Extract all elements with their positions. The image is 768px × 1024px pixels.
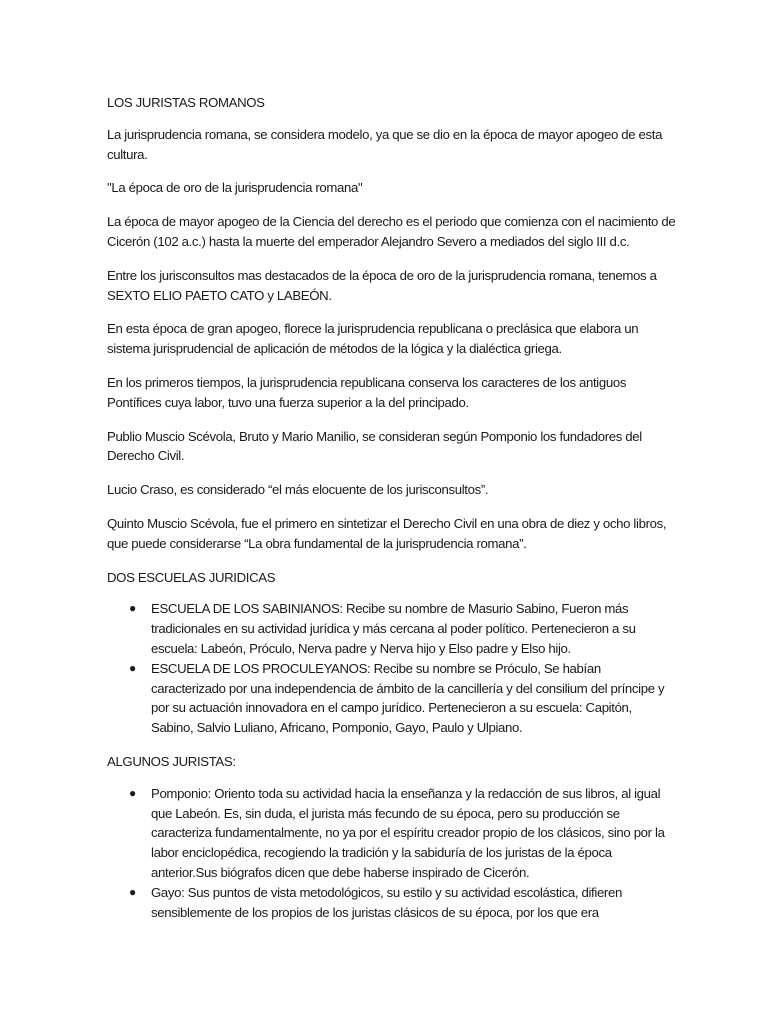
body-paragraph: La época de mayor apogeo de la Ciencia del derecho es el periodo que comienza con el nacimiento de Cicerón (102 a.c.) hasta la muerte del emperador Alejandro Severo a mediados del siglo III d.c.	[107, 214, 676, 249]
document-title: LOS JURISTAS ROMANOS	[107, 95, 265, 110]
body-paragraph: En esta época de gran apogeo, florece la jurisprudencia republicana o preclásica que elabora un sistema jurisprudencial de aplicación de métodos de la lógica y la dialéctica griega.	[107, 321, 639, 357]
list-item-text: ESCUELA DE LOS SABINIANOS: Recibe su nombre de Masurio Sabino, Fueron más tradicionales en su actividad jurídica y más cercana al poder político. Pertenecieron a su escuela: Labeón, Próculo, Nerva padre y Nerva hijo y Elso padre y Elso hijo.	[151, 601, 636, 656]
jurists-heading: ALGUNOS JURISTAS:	[107, 753, 236, 769]
jurists-list	[107, 784, 676, 923]
body-paragraph: Entre los jurisconsultos mas destacados de la época de oro de la jurisprudencia romana, tenemos a SEXTO ELIO PAETO CATO y LABEÓN.	[107, 267, 657, 303]
quote-paragraph: "La época de oro de la jurisprudencia romana"	[107, 180, 363, 196]
list-item	[129, 784, 676, 883]
schools-list	[107, 599, 676, 738]
bullet-icon: ●	[129, 785, 136, 800]
body-paragraph: Quinto Muscio Scévola, fue el primero en sintetizar el Derecho Civil en una obra de diez y ocho libros, que puede considerarse “La obra fundamental de la jurisprudencia romana”.	[107, 515, 667, 551]
body-paragraph: Publio Muscio Scévola, Bruto y Mario Manilio, se consideran según Pomponio los fundadores del Derecho Civil.	[107, 428, 642, 464]
body-paragraph: Lucio Craso, es considerado “el más elocuente de los jurisconsultos”.	[107, 482, 489, 498]
list-item-text: Gayo: Sus puntos de vista metodológicos, su estilo y su actividad escolástica, difieren sensiblemente de los propios de los juristas clásicos de su época, por los que era	[151, 884, 622, 920]
bullet-icon: ●	[129, 884, 136, 899]
schools-heading: DOS ESCUELAS JURIDICAS	[107, 569, 276, 585]
intro-paragraph: La jurisprudencia romana, se considera modelo, ya que se dio en la época de mayor apogeo de esta cultura.	[107, 126, 663, 162]
list-item-text: Pomponio: Oriento toda su actividad hacia la enseñanza y la redacción de sus libros, al igual que Labeón. Es, sin duda, el jurista más fecundo de su época, pero su producción se caracteriza fundamentalmente, no ya por el espíritu creador propio de los clásicos, sino por la labor enciclopédica, recogiendo la tradición y la sabiduría de los juristas de la época anterior.Sus biógrafos dicen que debe haberse inspirado de Cicerón.	[151, 785, 665, 880]
list-item	[129, 599, 676, 658]
body-paragraph: En los primeros tiempos, la jurisprudencia republicana conserva los caracteres de los antiguos Pontífices cuya labor, tuvo una fuerza superior a la del principado.	[107, 374, 627, 410]
list-item-text: ESCUELA DE LOS PROCULEYANOS: Recibe su nombre se Próculo, Se habían caracterizado por una independencia de ámbito de la cancillería y del consilium del príncipe y por su actuación innovadora en el campo jurídico. Pertenecieron a su escuela: Capitón, Sabino, Salvio Luliano, Africano, Pomponio, Gayo, Paulo y Ulpiano.	[151, 660, 665, 736]
list-item	[129, 883, 676, 923]
bullet-icon: ●	[129, 660, 136, 675]
list-item	[129, 659, 676, 738]
bullet-icon: ●	[129, 601, 136, 616]
